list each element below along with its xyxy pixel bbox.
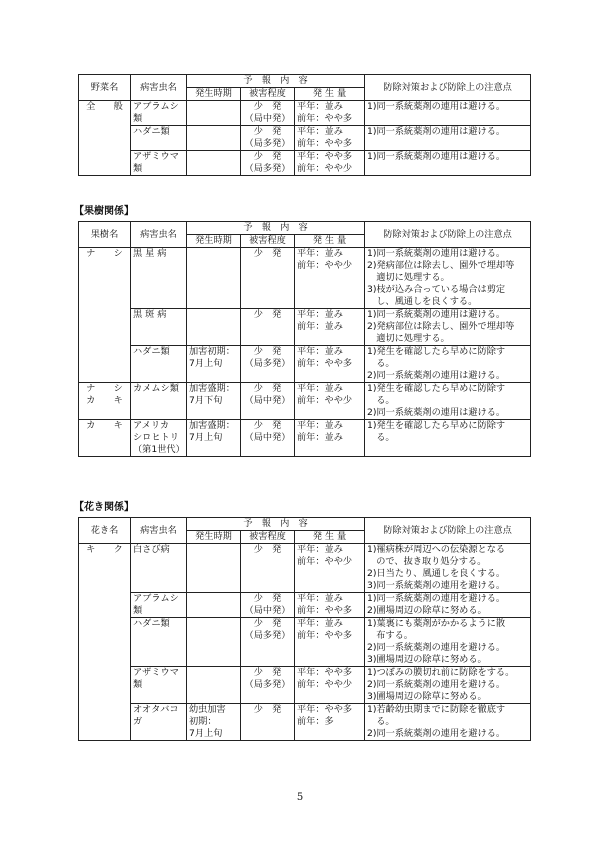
fruit-pest-table [78, 221, 531, 457]
amount-col-header: 発 生 量 [295, 531, 365, 544]
table-row [79, 248, 531, 309]
occurrence-time [187, 593, 241, 618]
pest-name: ハダニ類 [131, 618, 187, 667]
damage-level: 少 発 （局多発） [241, 151, 295, 176]
flower-pest-table [78, 517, 531, 741]
pest-name: 白さび病 [131, 544, 187, 593]
occurrence-amount: 平年：並み 前年：やや多 [295, 101, 365, 126]
vegetable-pest-table [78, 74, 531, 176]
occurrence-amount: 平年：並み 前年：やや少 [295, 383, 365, 420]
damage-level: 少 発 （局中発） [241, 420, 295, 457]
crop-col-header: 野菜名 [79, 75, 131, 101]
occurrence-amount: 平年：やや多 前年：多 [295, 704, 365, 741]
pest-name: アザミウマ類 [131, 151, 187, 176]
forecast-header: 予 報 内 容 [187, 75, 365, 88]
damage-col-header: 被害程度 [241, 531, 295, 544]
pest-name: アザミウマ類 [131, 667, 187, 704]
damage-level: 少 発 [241, 309, 295, 346]
table-row [79, 618, 531, 667]
damage-col-header: 被害程度 [241, 235, 295, 248]
occurrence-amount: 平年：並み 前年：やや多 [295, 593, 365, 618]
pest-name: 黒 星 病 [131, 248, 187, 309]
occurrence-time [187, 618, 241, 667]
damage-level: 少 発 （局多発） [241, 667, 295, 704]
measures-col-header: 防除対策および防除上の注意点 [365, 75, 531, 101]
pest-name: アブラムシ類 [131, 101, 187, 126]
control-measures: 1)若齢幼虫期までに防除を徹底す る。 2)同一系統薬剤の連用を避ける。 [365, 704, 531, 741]
crop-name: ナ シ カ キ [79, 383, 131, 420]
control-measures: 1)同一系統薬剤の連用は避ける。 2)発病部位は除去し、園外で埋却等 適切に処理する。 [365, 309, 531, 346]
table-row [79, 383, 531, 420]
damage-level: 少 発 （局中発） [241, 593, 295, 618]
control-measures: 1)同一系統薬剤の連用を避ける。 2)圃場周辺の除草に努める。 [365, 593, 531, 618]
occurrence-amount: 平年：やや多 前年：やや少 [295, 667, 365, 704]
damage-level: 少 発 [241, 544, 295, 593]
damage-level: 少 発 （局多発） [241, 346, 295, 383]
damage-level: 少 発 （局中発） [241, 101, 295, 126]
amount-col-header: 発 生 量 [295, 235, 365, 248]
pest-name: アブラムシ類 [131, 593, 187, 618]
occurrence-time [187, 544, 241, 593]
damage-level: 少 発 （局多発） [241, 126, 295, 151]
control-measures: 1)つぼみの膜切れ前に防除をする。 2)同一系統薬剤の連用を避ける。 3)圃場周辺の除草に努める。 [365, 667, 531, 704]
forecast-header: 予 報 内 容 [187, 222, 365, 235]
time-col-header: 発生時期 [187, 531, 241, 544]
occurrence-time: 幼虫加害 初期： 7月上旬 [187, 704, 241, 741]
damage-level: 少 発 [241, 248, 295, 309]
occurrence-amount: 平年：並み 前年：やや多 [295, 126, 365, 151]
forecast-header: 予 報 内 容 [187, 518, 365, 531]
occurrence-time: 加害盛期： 7月下旬 [187, 383, 241, 420]
table-row [79, 544, 531, 593]
pest-col-header: 病害虫名 [131, 222, 187, 248]
pest-name: ハダニ類 [131, 126, 187, 151]
occurrence-amount: 平年：並み 前年：並み [295, 309, 365, 346]
crop-name: ナ シ [79, 248, 131, 383]
time-col-header: 発生時期 [187, 235, 241, 248]
control-measures: 1)発生を確認したら早めに防除す る。 2)同一系統薬剤の連用は避ける。 [365, 383, 531, 420]
occurrence-time [187, 309, 241, 346]
table-row [79, 704, 531, 741]
damage-level: 少 発 （局中発） [241, 383, 295, 420]
time-col-header: 発生時期 [187, 88, 241, 101]
measures-col-header: 防除対策および防除上の注意点 [365, 222, 531, 248]
pest-name: カメムシ類 [131, 383, 187, 420]
pest-name: オオタバコガ [131, 704, 187, 741]
occurrence-time [187, 101, 241, 126]
table-row [79, 151, 531, 176]
measures-col-header: 防除対策および防除上の注意点 [365, 518, 531, 544]
damage-col-header: 被害程度 [241, 88, 295, 101]
table-row [79, 667, 531, 704]
crop-name: キ ク [79, 544, 131, 741]
pest-name: ハダニ類 [131, 346, 187, 383]
control-measures: 1)発生を確認したら早めに防除す る。 2)同一系統薬剤の連用は避ける。 [365, 346, 531, 383]
occurrence-amount: 平年：並み 前年：並み [295, 420, 365, 457]
occurrence-amount: 平年：並み 前年：やや少 [295, 248, 365, 309]
occurrence-time [187, 248, 241, 309]
control-measures: 1)同一系統薬剤の連用は避ける。 [365, 126, 531, 151]
pest-name: アメリカ シロヒトリ （第1世代） [131, 420, 187, 457]
crop-col-header: 花き名 [79, 518, 131, 544]
control-measures: 1)同一系統薬剤の連用は避ける。 2)発病部位は除去し、園外で埋却等 適切に処理する。 3)枝が込み合っている場合は剪定 し、風通しを良くする。 [365, 248, 531, 309]
occurrence-amount: 平年：並み 前年：やや多 [295, 618, 365, 667]
damage-level: 少 発 （局多発） [241, 618, 295, 667]
page-number: 5 [296, 792, 304, 803]
section-title-flower: 【花き関係】 [74, 502, 134, 513]
occurrence-time: 加害盛期： 7月上旬 [187, 420, 241, 457]
control-measures: 1)罹病株が周辺への伝染源となる ので、抜き取り処分する。 2)日当たり、風通しを良くする。 3)同一系統薬剤の連用を避ける。 [365, 544, 531, 593]
occurrence-time [187, 151, 241, 176]
crop-col-header: 果樹名 [79, 222, 131, 248]
occurrence-time: 加害初期： 7月上旬 [187, 346, 241, 383]
amount-col-header: 発 生 量 [295, 88, 365, 101]
control-measures: 1)葉裏にも薬剤がかかるように散 布する。 2)同一系統薬剤の連用を避ける。 3)圃場周辺の除草に努める。 [365, 618, 531, 667]
table-row [79, 420, 531, 457]
pest-col-header: 病害虫名 [131, 518, 187, 544]
control-measures: 1)同一系統薬剤の連用は避ける。 [365, 101, 531, 126]
occurrence-amount: 平年：やや多 前年：やや少 [295, 151, 365, 176]
section-title-fruit: 【果樹関係】 [74, 206, 134, 217]
crop-name: 全 般 [79, 101, 131, 176]
table-row [79, 593, 531, 618]
control-measures: 1)同一系統薬剤の連用は避ける。 [365, 151, 531, 176]
table-row [79, 309, 531, 346]
table-row [79, 126, 531, 151]
pest-col-header: 病害虫名 [131, 75, 187, 101]
damage-level: 少 発 [241, 704, 295, 741]
table-row [79, 346, 531, 383]
pest-name: 黒 斑 病 [131, 309, 187, 346]
occurrence-amount: 平年：並み 前年：やや少 [295, 544, 365, 593]
occurrence-time [187, 126, 241, 151]
control-measures: 1)発生を確認したら早めに防除す る。 [365, 420, 531, 457]
crop-name: カ キ [79, 420, 131, 457]
occurrence-time [187, 667, 241, 704]
table-row [79, 101, 531, 126]
occurrence-amount: 平年：並み 前年：やや多 [295, 346, 365, 383]
